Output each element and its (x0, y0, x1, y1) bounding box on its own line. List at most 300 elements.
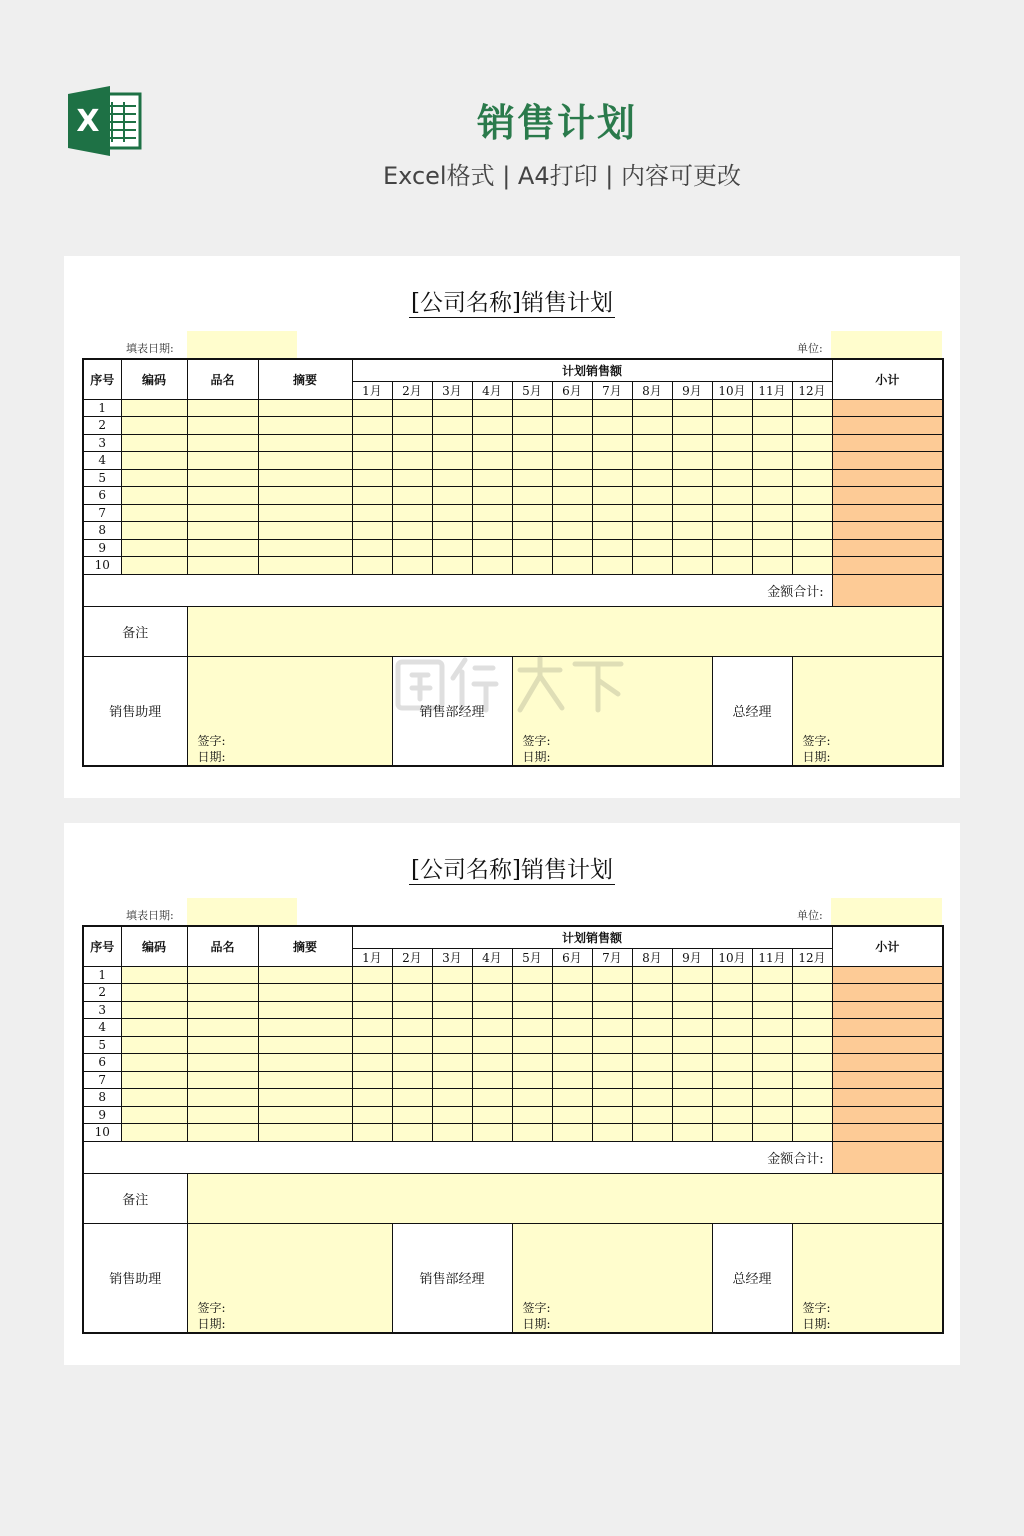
input-cell[interactable] (632, 1036, 672, 1054)
input-cell[interactable] (552, 539, 592, 557)
input-cell[interactable] (552, 1036, 592, 1054)
input-cell[interactable] (792, 1054, 832, 1072)
input-cell[interactable] (792, 504, 832, 522)
subtotal-cell[interactable] (832, 539, 943, 557)
input-cell[interactable] (352, 522, 392, 540)
input-cell[interactable] (752, 417, 792, 435)
input-cell[interactable] (792, 1001, 832, 1019)
input-cell[interactable] (187, 469, 258, 487)
input-cell[interactable] (472, 452, 512, 470)
general-manager-signature-cell[interactable] (792, 656, 943, 766)
input-cell[interactable] (752, 504, 792, 522)
input-cell[interactable] (632, 1089, 672, 1107)
input-cell[interactable] (512, 1019, 552, 1037)
input-cell[interactable] (432, 1106, 472, 1124)
input-cell[interactable] (672, 417, 712, 435)
input-cell[interactable] (512, 434, 552, 452)
input-cell[interactable] (352, 1124, 392, 1142)
subtotal-cell[interactable] (832, 1089, 943, 1107)
input-cell[interactable] (512, 522, 552, 540)
input-cell[interactable] (632, 1071, 672, 1089)
input-cell[interactable] (352, 452, 392, 470)
input-cell[interactable] (352, 1089, 392, 1107)
input-cell[interactable] (512, 487, 552, 505)
input-cell[interactable] (392, 1001, 432, 1019)
input-cell[interactable] (352, 399, 392, 417)
input-cell[interactable] (432, 469, 472, 487)
input-cell[interactable] (752, 469, 792, 487)
input-cell[interactable] (121, 1106, 187, 1124)
input-cell[interactable] (352, 469, 392, 487)
input-cell[interactable] (792, 966, 832, 984)
input-cell[interactable] (792, 469, 832, 487)
input-cell[interactable] (632, 417, 672, 435)
subtotal-cell[interactable] (832, 417, 943, 435)
input-cell[interactable] (552, 417, 592, 435)
input-cell[interactable] (121, 1036, 187, 1054)
input-cell[interactable] (352, 1054, 392, 1072)
input-cell[interactable] (672, 452, 712, 470)
input-cell[interactable] (592, 1106, 632, 1124)
input-cell[interactable] (258, 504, 352, 522)
input-cell[interactable] (592, 557, 632, 575)
input-cell[interactable] (187, 966, 258, 984)
input-cell[interactable] (712, 434, 752, 452)
input-cell[interactable] (392, 434, 432, 452)
input-cell[interactable] (472, 1124, 512, 1142)
input-cell[interactable] (592, 984, 632, 1002)
input-cell[interactable] (672, 1036, 712, 1054)
input-cell[interactable] (472, 539, 512, 557)
input-cell[interactable] (472, 434, 512, 452)
input-cell[interactable] (472, 469, 512, 487)
input-cell[interactable] (432, 1089, 472, 1107)
input-cell[interactable] (392, 557, 432, 575)
input-cell[interactable] (187, 539, 258, 557)
input-cell[interactable] (592, 1001, 632, 1019)
subtotal-cell[interactable] (832, 1054, 943, 1072)
input-cell[interactable] (672, 1001, 712, 1019)
input-cell[interactable] (672, 1071, 712, 1089)
input-cell[interactable] (552, 399, 592, 417)
input-cell[interactable] (512, 504, 552, 522)
input-cell[interactable] (352, 1106, 392, 1124)
input-cell[interactable] (752, 1019, 792, 1037)
input-cell[interactable] (672, 487, 712, 505)
input-cell[interactable] (672, 539, 712, 557)
input-cell[interactable] (392, 1106, 432, 1124)
input-cell[interactable] (187, 1019, 258, 1037)
total-amount-cell[interactable] (832, 574, 943, 606)
input-cell[interactable] (792, 434, 832, 452)
input-cell[interactable] (187, 1071, 258, 1089)
input-cell[interactable] (512, 1124, 552, 1142)
input-cell[interactable] (552, 1089, 592, 1107)
input-cell[interactable] (352, 1001, 392, 1019)
subtotal-cell[interactable] (832, 1001, 943, 1019)
input-cell[interactable] (352, 984, 392, 1002)
input-cell[interactable] (512, 1036, 552, 1054)
input-cell[interactable] (592, 1019, 632, 1037)
input-cell[interactable] (512, 417, 552, 435)
input-cell[interactable] (792, 539, 832, 557)
fill-date-input[interactable] (187, 331, 297, 358)
input-cell[interactable] (752, 1089, 792, 1107)
input-cell[interactable] (512, 1071, 552, 1089)
input-cell[interactable] (752, 1124, 792, 1142)
input-cell[interactable] (592, 1089, 632, 1107)
input-cell[interactable] (552, 452, 592, 470)
input-cell[interactable] (392, 1089, 432, 1107)
input-cell[interactable] (352, 1019, 392, 1037)
input-cell[interactable] (121, 1071, 187, 1089)
input-cell[interactable] (792, 1071, 832, 1089)
input-cell[interactable] (512, 984, 552, 1002)
input-cell[interactable] (258, 1089, 352, 1107)
input-cell[interactable] (632, 522, 672, 540)
fill-date-input[interactable] (187, 898, 297, 925)
input-cell[interactable] (552, 469, 592, 487)
input-cell[interactable] (792, 452, 832, 470)
input-cell[interactable] (472, 1071, 512, 1089)
input-cell[interactable] (712, 984, 752, 1002)
input-cell[interactable] (392, 1036, 432, 1054)
input-cell[interactable] (258, 1019, 352, 1037)
input-cell[interactable] (712, 1071, 752, 1089)
input-cell[interactable] (432, 557, 472, 575)
subtotal-cell[interactable] (832, 399, 943, 417)
input-cell[interactable] (712, 1054, 752, 1072)
input-cell[interactable] (187, 1036, 258, 1054)
input-cell[interactable] (552, 984, 592, 1002)
input-cell[interactable] (712, 1124, 752, 1142)
input-cell[interactable] (552, 504, 592, 522)
input-cell[interactable] (258, 417, 352, 435)
input-cell[interactable] (752, 966, 792, 984)
input-cell[interactable] (432, 487, 472, 505)
input-cell[interactable] (258, 1106, 352, 1124)
input-cell[interactable] (187, 487, 258, 505)
input-cell[interactable] (592, 1071, 632, 1089)
input-cell[interactable] (632, 399, 672, 417)
input-cell[interactable] (121, 469, 187, 487)
total-amount-cell[interactable] (832, 1141, 943, 1173)
sales-manager-signature-cell[interactable] (512, 1223, 712, 1333)
input-cell[interactable] (258, 1071, 352, 1089)
subtotal-cell[interactable] (832, 1036, 943, 1054)
subtotal-cell[interactable] (832, 487, 943, 505)
input-cell[interactable] (752, 1106, 792, 1124)
input-cell[interactable] (712, 557, 752, 575)
remark-input[interactable] (187, 606, 943, 656)
input-cell[interactable] (121, 539, 187, 557)
subtotal-cell[interactable] (832, 966, 943, 984)
input-cell[interactable] (392, 984, 432, 1002)
input-cell[interactable] (472, 1054, 512, 1072)
input-cell[interactable] (472, 399, 512, 417)
input-cell[interactable] (792, 417, 832, 435)
input-cell[interactable] (187, 1124, 258, 1142)
input-cell[interactable] (792, 399, 832, 417)
input-cell[interactable] (792, 487, 832, 505)
input-cell[interactable] (632, 452, 672, 470)
input-cell[interactable] (592, 469, 632, 487)
input-cell[interactable] (792, 557, 832, 575)
input-cell[interactable] (187, 1001, 258, 1019)
input-cell[interactable] (392, 1071, 432, 1089)
input-cell[interactable] (792, 984, 832, 1002)
input-cell[interactable] (632, 434, 672, 452)
input-cell[interactable] (121, 487, 187, 505)
input-cell[interactable] (187, 522, 258, 540)
input-cell[interactable] (432, 522, 472, 540)
input-cell[interactable] (512, 469, 552, 487)
subtotal-cell[interactable] (832, 504, 943, 522)
input-cell[interactable] (258, 1001, 352, 1019)
input-cell[interactable] (352, 487, 392, 505)
input-cell[interactable] (472, 1019, 512, 1037)
input-cell[interactable] (392, 966, 432, 984)
input-cell[interactable] (472, 1036, 512, 1054)
input-cell[interactable] (592, 487, 632, 505)
input-cell[interactable] (752, 1001, 792, 1019)
input-cell[interactable] (552, 1106, 592, 1124)
input-cell[interactable] (392, 487, 432, 505)
input-cell[interactable] (258, 452, 352, 470)
input-cell[interactable] (392, 504, 432, 522)
input-cell[interactable] (632, 557, 672, 575)
input-cell[interactable] (552, 1071, 592, 1089)
input-cell[interactable] (792, 1106, 832, 1124)
input-cell[interactable] (752, 1036, 792, 1054)
input-cell[interactable] (352, 504, 392, 522)
input-cell[interactable] (512, 557, 552, 575)
remark-input[interactable] (187, 1173, 943, 1223)
input-cell[interactable] (472, 557, 512, 575)
input-cell[interactable] (352, 434, 392, 452)
input-cell[interactable] (472, 1001, 512, 1019)
input-cell[interactable] (432, 1019, 472, 1037)
input-cell[interactable] (632, 487, 672, 505)
input-cell[interactable] (352, 539, 392, 557)
sales-manager-signature-cell[interactable] (512, 656, 712, 766)
input-cell[interactable] (672, 1089, 712, 1107)
input-cell[interactable] (752, 1054, 792, 1072)
subtotal-cell[interactable] (832, 1124, 943, 1142)
input-cell[interactable] (672, 984, 712, 1002)
input-cell[interactable] (258, 1036, 352, 1054)
input-cell[interactable] (121, 1054, 187, 1072)
input-cell[interactable] (121, 984, 187, 1002)
input-cell[interactable] (258, 1124, 352, 1142)
input-cell[interactable] (121, 1089, 187, 1107)
input-cell[interactable] (592, 1036, 632, 1054)
input-cell[interactable] (121, 399, 187, 417)
input-cell[interactable] (632, 966, 672, 984)
input-cell[interactable] (632, 1019, 672, 1037)
input-cell[interactable] (712, 469, 752, 487)
input-cell[interactable] (121, 966, 187, 984)
input-cell[interactable] (592, 1054, 632, 1072)
input-cell[interactable] (512, 1106, 552, 1124)
input-cell[interactable] (672, 399, 712, 417)
input-cell[interactable] (712, 522, 752, 540)
input-cell[interactable] (187, 417, 258, 435)
input-cell[interactable] (432, 1001, 472, 1019)
input-cell[interactable] (121, 522, 187, 540)
input-cell[interactable] (258, 434, 352, 452)
input-cell[interactable] (472, 417, 512, 435)
input-cell[interactable] (592, 1124, 632, 1142)
input-cell[interactable] (592, 452, 632, 470)
input-cell[interactable] (187, 504, 258, 522)
input-cell[interactable] (432, 399, 472, 417)
input-cell[interactable] (592, 434, 632, 452)
input-cell[interactable] (552, 1001, 592, 1019)
input-cell[interactable] (472, 984, 512, 1002)
subtotal-cell[interactable] (832, 557, 943, 575)
input-cell[interactable] (432, 966, 472, 984)
input-cell[interactable] (512, 1054, 552, 1072)
input-cell[interactable] (752, 399, 792, 417)
input-cell[interactable] (187, 452, 258, 470)
unit-input[interactable] (831, 898, 942, 925)
input-cell[interactable] (121, 417, 187, 435)
input-cell[interactable] (592, 504, 632, 522)
subtotal-cell[interactable] (832, 522, 943, 540)
unit-input[interactable] (831, 331, 942, 358)
input-cell[interactable] (472, 522, 512, 540)
input-cell[interactable] (432, 1124, 472, 1142)
input-cell[interactable] (712, 417, 752, 435)
input-cell[interactable] (472, 487, 512, 505)
input-cell[interactable] (432, 452, 472, 470)
subtotal-cell[interactable] (832, 1071, 943, 1089)
input-cell[interactable] (792, 1089, 832, 1107)
input-cell[interactable] (672, 522, 712, 540)
input-cell[interactable] (712, 966, 752, 984)
input-cell[interactable] (512, 399, 552, 417)
input-cell[interactable] (632, 1106, 672, 1124)
input-cell[interactable] (392, 452, 432, 470)
input-cell[interactable] (258, 557, 352, 575)
input-cell[interactable] (187, 1089, 258, 1107)
input-cell[interactable] (672, 1054, 712, 1072)
input-cell[interactable] (712, 399, 752, 417)
input-cell[interactable] (592, 539, 632, 557)
input-cell[interactable] (258, 966, 352, 984)
subtotal-cell[interactable] (832, 984, 943, 1002)
input-cell[interactable] (512, 1089, 552, 1107)
input-cell[interactable] (512, 966, 552, 984)
input-cell[interactable] (632, 984, 672, 1002)
input-cell[interactable] (672, 1019, 712, 1037)
input-cell[interactable] (672, 966, 712, 984)
input-cell[interactable] (258, 469, 352, 487)
subtotal-cell[interactable] (832, 1019, 943, 1037)
input-cell[interactable] (187, 434, 258, 452)
input-cell[interactable] (258, 522, 352, 540)
input-cell[interactable] (712, 1106, 752, 1124)
input-cell[interactable] (752, 522, 792, 540)
subtotal-cell[interactable] (832, 1106, 943, 1124)
input-cell[interactable] (352, 557, 392, 575)
input-cell[interactable] (592, 522, 632, 540)
input-cell[interactable] (392, 1019, 432, 1037)
input-cell[interactable] (432, 1036, 472, 1054)
input-cell[interactable] (552, 487, 592, 505)
input-cell[interactable] (432, 417, 472, 435)
input-cell[interactable] (672, 1106, 712, 1124)
input-cell[interactable] (712, 1019, 752, 1037)
input-cell[interactable] (472, 1089, 512, 1107)
input-cell[interactable] (352, 1036, 392, 1054)
input-cell[interactable] (752, 557, 792, 575)
input-cell[interactable] (432, 1071, 472, 1089)
input-cell[interactable] (392, 399, 432, 417)
input-cell[interactable] (392, 1124, 432, 1142)
input-cell[interactable] (472, 504, 512, 522)
input-cell[interactable] (712, 452, 752, 470)
input-cell[interactable] (672, 557, 712, 575)
input-cell[interactable] (187, 399, 258, 417)
input-cell[interactable] (121, 1001, 187, 1019)
input-cell[interactable] (552, 1054, 592, 1072)
input-cell[interactable] (552, 522, 592, 540)
input-cell[interactable] (672, 1124, 712, 1142)
input-cell[interactable] (392, 539, 432, 557)
input-cell[interactable] (552, 434, 592, 452)
input-cell[interactable] (552, 966, 592, 984)
sales-assistant-signature-cell[interactable] (187, 656, 392, 766)
input-cell[interactable] (552, 1019, 592, 1037)
input-cell[interactable] (258, 399, 352, 417)
subtotal-cell[interactable] (832, 434, 943, 452)
input-cell[interactable] (258, 984, 352, 1002)
input-cell[interactable] (792, 1019, 832, 1037)
input-cell[interactable] (792, 1124, 832, 1142)
input-cell[interactable] (712, 539, 752, 557)
subtotal-cell[interactable] (832, 452, 943, 470)
input-cell[interactable] (512, 539, 552, 557)
input-cell[interactable] (752, 487, 792, 505)
input-cell[interactable] (352, 417, 392, 435)
sales-assistant-signature-cell[interactable] (187, 1223, 392, 1333)
input-cell[interactable] (672, 469, 712, 487)
input-cell[interactable] (258, 487, 352, 505)
input-cell[interactable] (552, 1124, 592, 1142)
input-cell[interactable] (187, 984, 258, 1002)
input-cell[interactable] (258, 1054, 352, 1072)
input-cell[interactable] (121, 452, 187, 470)
input-cell[interactable] (392, 469, 432, 487)
input-cell[interactable] (512, 1001, 552, 1019)
input-cell[interactable] (792, 1036, 832, 1054)
input-cell[interactable] (632, 504, 672, 522)
input-cell[interactable] (392, 1054, 432, 1072)
input-cell[interactable] (792, 522, 832, 540)
input-cell[interactable] (392, 417, 432, 435)
input-cell[interactable] (752, 539, 792, 557)
input-cell[interactable] (121, 1019, 187, 1037)
input-cell[interactable] (432, 434, 472, 452)
input-cell[interactable] (752, 452, 792, 470)
input-cell[interactable] (632, 469, 672, 487)
input-cell[interactable] (632, 1001, 672, 1019)
subtotal-cell[interactable] (832, 469, 943, 487)
input-cell[interactable] (712, 1001, 752, 1019)
input-cell[interactable] (712, 1036, 752, 1054)
